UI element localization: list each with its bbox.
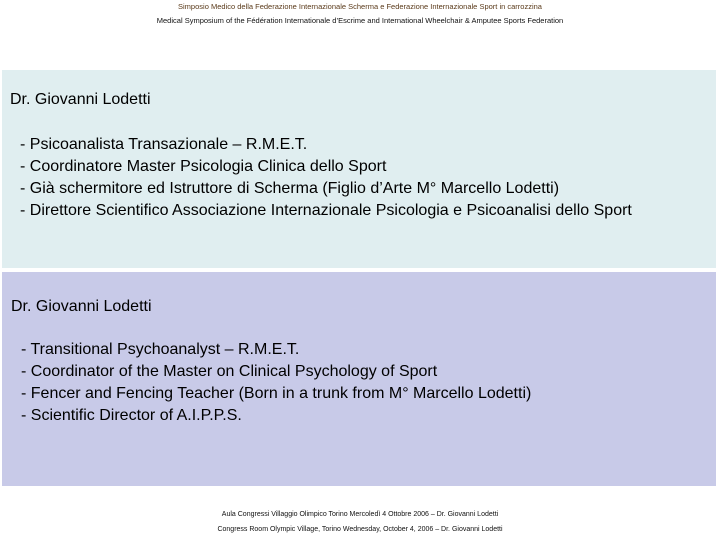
english-bio-name: Dr. Giovanni Lodetti	[11, 298, 152, 315]
italian-bio-item: - Coordinatore Master Psicologia Clinica dello Sport	[20, 158, 387, 175]
italian-bio-item: - Direttore Scientifico Associazione Internazionale Psicologia e Psicoanalisi dello Sport	[20, 202, 632, 219]
header-english-title: Medical Symposium of the Fédération Internationale d’Escrime and International Wheelchair & Amputee Sports Federation	[156, 16, 564, 25]
english-bio-panel	[2, 272, 716, 486]
italian-bio-item: - Psicoanalista Transazionale – R.M.E.T.	[20, 136, 308, 153]
english-bio-item: - Fencer and Fencing Teacher (Born in a trunk from M° Marcello Lodetti)	[21, 385, 532, 402]
italian-bio-name: Dr. Giovanni Lodetti	[10, 91, 151, 108]
italian-bio-list	[20, 134, 632, 222]
footer-english-line: Congress Room Olympic Village, Torino Wednesday, October 4, 2006 – Dr. Giovanni Lodetti	[217, 526, 503, 533]
english-bio-list	[21, 339, 531, 427]
slide-footer	[0, 510, 720, 540]
english-bio-item: - Coordinator of the Master on Clinical Psychology of Sport	[21, 363, 438, 380]
slide-header	[0, 2, 720, 27]
italian-bio-item: - Già schermitore ed Istruttore di Scherma (Figlio d’Arte M° Marcello Lodetti)	[20, 180, 560, 197]
english-bio-item: - Scientific Director of A.I.P.P.S.	[21, 407, 242, 424]
footer-italian-line: Aula Congressi Villaggio Olimpico Torino Mercoledì 4 Ottobre 2006 – Dr. Giovanni Lodetti	[221, 511, 499, 518]
italian-bio-panel	[2, 70, 716, 268]
english-bio-item: - Transitional Psychoanalyst – R.M.E.T.	[21, 341, 300, 358]
header-italian-title: Simposio Medico della Federazione Internazionale Scherma e Federazione Internazionale Sport in carrozzina	[178, 2, 542, 11]
